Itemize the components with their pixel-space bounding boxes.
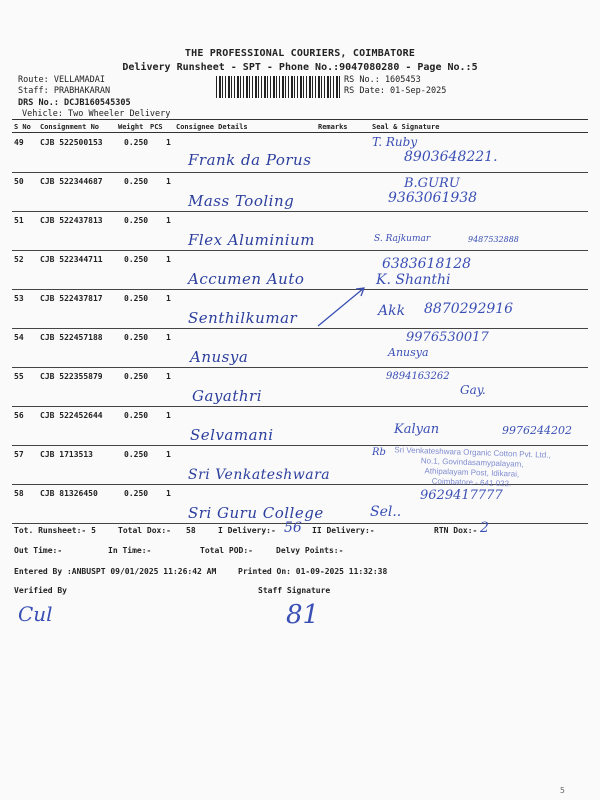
out-time: Out Time:- <box>14 546 63 555</box>
company-title: THE PROFESSIONAL COURIERS, COIMBATORE <box>184 48 416 59</box>
row-weight: 0.250 <box>124 411 149 420</box>
delvy-points: Delvy Points:- <box>276 546 344 555</box>
row-weight: 0.250 <box>124 216 149 225</box>
row-signature-phone: 9363061938 <box>388 190 478 206</box>
route-label: Route: VELLAMADAI <box>18 75 105 85</box>
row-sno: 51 <box>14 216 24 225</box>
row-consignee: Mass Tooling <box>188 192 295 210</box>
row-weight: 0.250 <box>124 372 149 381</box>
row-consignee: Gayathri <box>192 387 262 405</box>
row-consignment: CJB 1713513 <box>40 450 93 459</box>
row-signature: 6383618128 <box>382 256 472 272</box>
vehicle-label: Vehicle: Two Wheeler Delivery <box>22 109 171 119</box>
row-signature-phone: 8870292916 <box>424 301 514 317</box>
drs-number: DRS No.: DCJB160545305 <box>18 98 131 108</box>
page-mark: 5 <box>560 786 565 795</box>
entered-by: Entered By :ANBUSPT 09/01/2025 11:26:42 AM <box>14 567 217 576</box>
row-consignee: Frank da Porus <box>188 151 312 169</box>
row-signature-phone: 9487532888 <box>468 235 519 244</box>
row-pcs: 1 <box>166 450 171 459</box>
row-consignment: CJB 522437817 <box>40 294 103 303</box>
row-sno: 54 <box>14 333 24 342</box>
row-signature-phone: 9976530017 <box>406 330 489 345</box>
rtn-dox-value: 2 <box>480 520 489 536</box>
row-weight: 0.250 <box>124 450 149 459</box>
runsheet-subtitle: Delivery Runsheet - SPT - Phone No.:9047080280 - Page No.:5 <box>122 62 478 73</box>
col-pcs: PCS <box>150 123 163 131</box>
row-consignment: CJB 522355879 <box>40 372 103 381</box>
i-delivery-label: I Delivery:- <box>218 526 276 535</box>
total-dox-label: Total Dox:- <box>118 526 171 535</box>
i-delivery-value: 56 <box>284 520 302 536</box>
row-signature: B.GURU <box>404 176 460 191</box>
printed-on: Printed On: 01-09-2025 11:32:38 <box>238 567 388 576</box>
col-consignee: Consignee Details <box>176 123 248 131</box>
row-consignee: Accumen Auto <box>188 270 305 288</box>
row-signature: Sel.. <box>370 504 402 520</box>
row-signature-name: K. Shanthi <box>376 272 451 288</box>
col-remarks: Remarks <box>318 123 348 131</box>
tot-runsheet: Tot. Runsheet:- 5 <box>14 526 96 535</box>
row-consignment: CJB 522344711 <box>40 255 103 264</box>
col-sno: S No <box>14 123 31 131</box>
verified-by-label: Verified By <box>14 586 67 595</box>
col-seal: Seal & Signature <box>372 123 440 131</box>
row-consignee: Sri Guru College <box>188 504 324 522</box>
row-pcs: 1 <box>166 333 171 342</box>
row-consignment: CJB 522344687 <box>40 177 103 186</box>
row-signature-phone: 9629417777 <box>420 488 503 503</box>
row-weight: 0.250 <box>124 294 149 303</box>
row-consignee: Selvamani <box>190 426 274 444</box>
row-weight: 0.250 <box>124 255 149 264</box>
row-consignee: Anusya <box>190 348 249 366</box>
row-signature-phone: 9894163262 <box>386 371 450 382</box>
row-pcs: 1 <box>166 372 171 381</box>
row-signature: Gay. <box>460 383 486 397</box>
row-sno: 53 <box>14 294 24 303</box>
staff-signature-label: Staff Signature <box>258 586 331 595</box>
total-dox-value: 58 <box>186 526 196 535</box>
row-signature: Rb <box>372 447 386 458</box>
col-weight: Weight <box>118 123 144 131</box>
row-signature-phone: 9976244202 <box>502 424 572 437</box>
row-pcs: 1 <box>166 294 171 303</box>
row-signature: T. Ruby <box>372 135 418 149</box>
row-weight: 0.250 <box>124 177 149 186</box>
ii-delivery-label: II Delivery:- <box>312 526 375 535</box>
row-weight: 0.250 <box>124 333 149 342</box>
row-consignment: CJB 522437813 <box>40 216 103 225</box>
rtn-dox-label: RTN Dox:- <box>434 526 478 535</box>
row-weight: 0.250 <box>124 489 149 498</box>
row-pcs: 1 <box>166 411 171 420</box>
row-signature: Anusya <box>388 346 429 359</box>
in-time: In Time:- <box>108 546 152 555</box>
row-consignment: CJB 522500153 <box>40 138 103 147</box>
row-consignment: CJB 522457188 <box>40 333 103 342</box>
row-signature: Akk <box>378 303 406 319</box>
row-sno: 50 <box>14 177 24 186</box>
row-pcs: 1 <box>166 255 171 264</box>
rs-date: RS Date: 01-Sep-2025 <box>344 86 447 96</box>
row-sno: 52 <box>14 255 24 264</box>
row-consignee: Sri Venkateshwara <box>188 467 331 483</box>
row-consignment: CJB 81326450 <box>40 489 98 498</box>
row-sno: 55 <box>14 372 24 381</box>
row-signature-phone: 8903648221. <box>404 149 498 165</box>
row-pcs: 1 <box>166 177 171 186</box>
row-sno: 58 <box>14 489 24 498</box>
row-signature: S. Rajkumar <box>374 234 431 244</box>
company-stamp: Sri Venkateshwara Organic Cotton Pvt. Ltd., No.1, Govindasamypalayam, Athipalayam Post, Idikarai, Coimbatore - 641 022. <box>394 445 551 489</box>
rs-number: RS No.: 1605453 <box>344 75 421 85</box>
staff-label: Staff: PRABHAKARAN <box>18 86 111 96</box>
row-pcs: 1 <box>166 216 171 225</box>
staff-signature: 81 <box>286 600 320 630</box>
row-consignment: CJB 522452644 <box>40 411 103 420</box>
row-consignee: Flex Aluminium <box>188 231 315 249</box>
row-pcs: 1 <box>166 138 171 147</box>
total-pod: Total POD:- <box>200 546 253 555</box>
row-consignee: Senthilkumar <box>188 309 298 327</box>
row-signature: Kalyan <box>394 422 440 437</box>
row-sno: 57 <box>14 450 24 459</box>
row-sno: 56 <box>14 411 24 420</box>
row-pcs: 1 <box>166 489 171 498</box>
col-consignment: Consignment No <box>40 123 100 131</box>
row-weight: 0.250 <box>124 138 149 147</box>
verified-signature: Cul <box>18 602 53 626</box>
row-sno: 49 <box>14 138 24 147</box>
